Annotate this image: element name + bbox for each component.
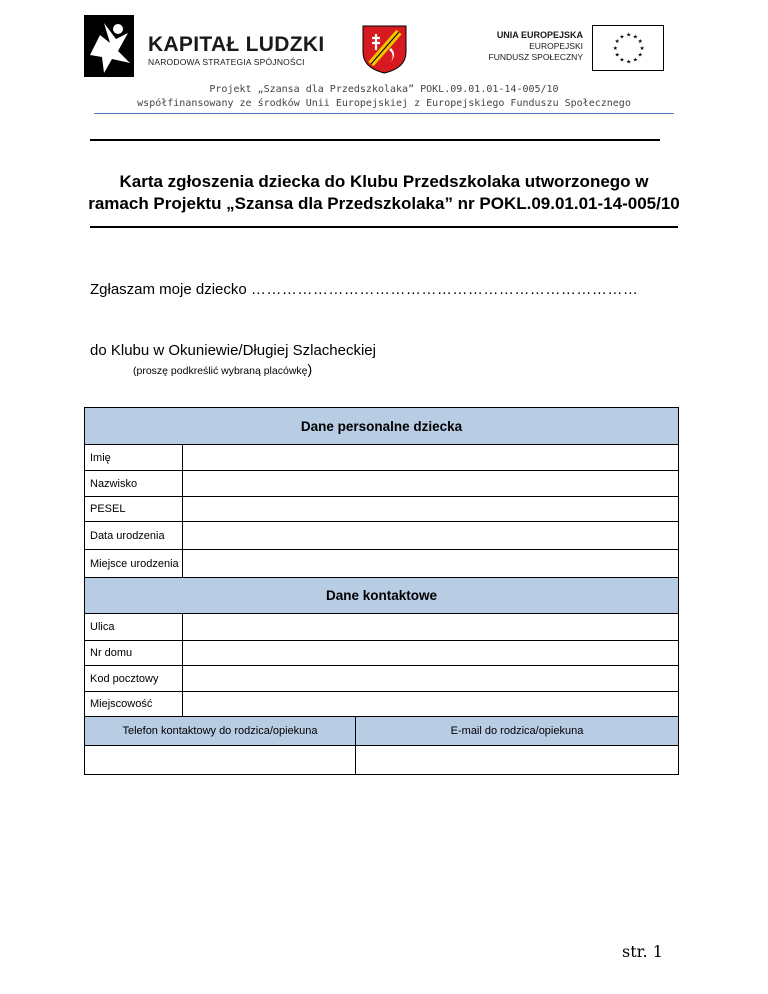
eu-line-1: UNIA EUROPEJSKA [496,30,583,40]
title-line-1: Karta zgłoszenia dziecka do Klubu Przedszkolaka utworzonego w [119,172,649,191]
club-note-text: (proszę podkreślić wybraną placówkę [133,365,308,377]
city-field[interactable] [183,692,679,717]
header-divider [94,113,674,114]
svg-text:★: ★ [614,39,620,46]
pesel-label: PESEL [85,497,183,522]
pesel-field[interactable] [183,497,679,522]
birth-place-field[interactable] [183,550,679,578]
top-rule [90,139,660,141]
svg-text:★: ★ [626,59,632,66]
child-label: Zgłaszam moje dziecko [90,281,247,298]
birth-date-field[interactable] [183,522,679,550]
postal-code-field[interactable] [183,666,679,692]
email-field[interactable] [356,746,679,775]
svg-text:★: ★ [632,57,638,64]
svg-text:★: ★ [614,52,620,59]
house-no-field[interactable] [183,641,679,666]
eu-flag-icon [592,25,664,71]
child-dots[interactable]: ………………………………………………………………… [250,281,639,298]
eu-line-2: EUROPEJSKI [529,41,583,51]
street-field[interactable] [183,614,679,641]
svg-text:★: ★ [619,57,625,64]
svg-text:★: ★ [637,39,643,46]
phone-header: Telefon kontaktowy do rodzica/opiekuna [85,717,356,746]
last-name-label: Nazwisko [85,471,183,497]
last-name-field[interactable] [183,471,679,497]
house-no-label: Nr domu [85,641,183,666]
eu-label [481,30,583,63]
street-label: Ulica [85,614,183,641]
title-line-2: ramach Projektu „Szansa dla Przedszkolaka” nr POKL.09.01.01-14-005/10 [88,194,680,213]
svg-text:★: ★ [637,52,643,59]
section-personal-header: Dane personalne dziecka [85,408,679,445]
email-header: E-mail do rodzica/opiekuna [356,717,679,746]
logo-subtitle: NARODOWA STRATEGIA SPÓJNOŚCI [148,57,305,67]
birth-place-label: Miejsce urodzenia [85,550,183,578]
registration-form [84,407,679,775]
page-number: str. 1 [622,942,663,961]
project-line-2: współfinansowany ze środków Unii Europejskiej z Europejskiego Funduszu Społecznego [137,98,631,109]
svg-text:★: ★ [639,45,645,52]
club-note-paren: ) [307,361,313,377]
first-name-field[interactable] [183,445,679,471]
svg-text:★: ★ [632,34,638,41]
project-line-1: Projekt „Szansa dla Przedszkolaka” POKL.09.01.01-14-005/10 [209,84,559,95]
eu-line-3: FUNDUSZ SPOŁECZNY [488,52,583,62]
coat-of-arms-icon [361,24,408,74]
section-contact-header: Dane kontaktowe [85,578,679,614]
document-title [70,171,698,215]
svg-text:★: ★ [619,34,625,41]
club-text: do Klubu w Okuniewie/Długiej Szlacheckiej [90,342,376,359]
phone-field[interactable] [85,746,356,775]
kapital-ludzki-logo-icon [84,15,134,77]
birth-date-label: Data urodzenia [85,522,183,550]
logo-title: KAPITAŁ LUDZKI [148,33,325,56]
postal-code-label: Kod pocztowy [85,666,183,692]
child-line [90,281,638,298]
svg-text:★: ★ [626,32,632,39]
svg-text:★: ★ [612,45,618,52]
title-rule [90,226,678,228]
club-note [133,361,312,379]
city-label: Miejscowość [85,692,183,717]
first-name-label: Imię [85,445,183,471]
